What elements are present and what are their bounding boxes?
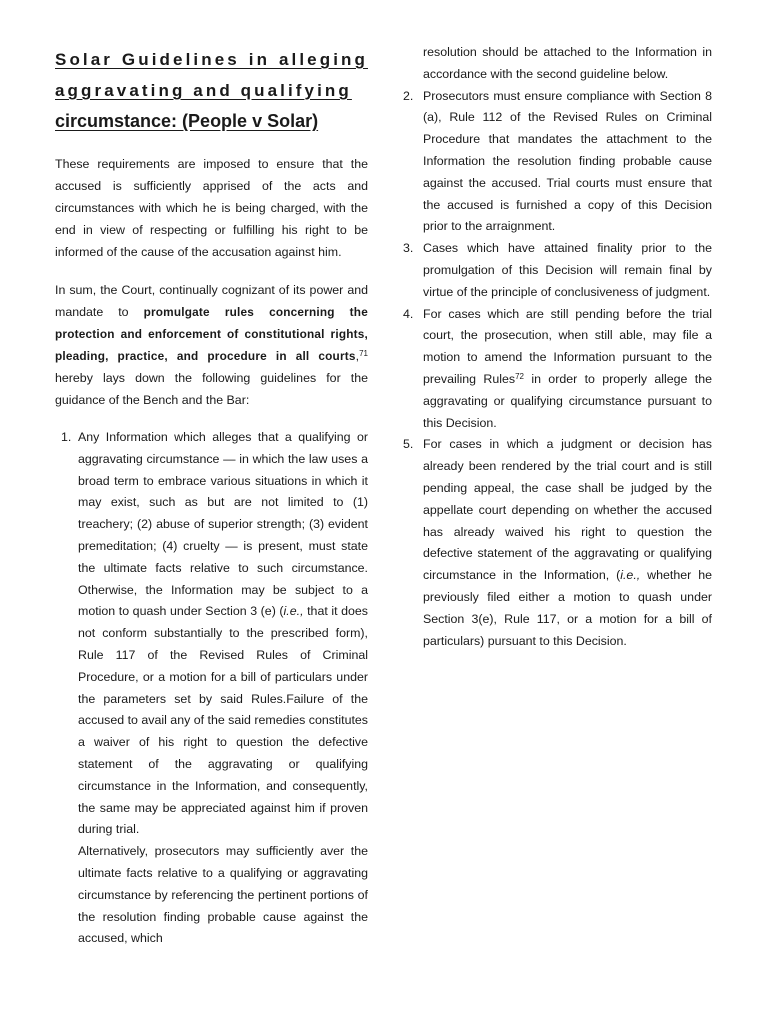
guideline-1-alternative: Alternatively, prosecutors may sufficiently aver the ultimate facts relative to a qualifying or aggravating circumstance by referencing the pertinent portions of the resolution finding probable cause against the accused, which bbox=[78, 844, 368, 946]
footnote-71: 71 bbox=[359, 349, 368, 358]
guideline-1-continued: resolution should be attached to the Information in accordance with the second guideline below. bbox=[423, 45, 712, 81]
guideline-5-ie: i.e., bbox=[620, 568, 641, 583]
guideline-number: 3. bbox=[403, 241, 414, 256]
guideline-1-text-b: that it does not conform substantially to the prescribed form), Rule 117 of the Revised Rules of Criminal Procedure, or a motion for a bill of particulars under the parameters set by said Rules.Failure of the accused to avail any of the said remedies constitutes a waiver of his right to question the defective statement of the aggravating or qualifying circumstance in the Information, and consequently, the same may be appreciated against him if proven during trial. bbox=[78, 604, 369, 837]
guideline-5-text-b: whether he previously filed either a motion to quash under Section 3(e), Rule 117, or a motion for a bill of particulars) pursuant to this Decision. bbox=[423, 568, 712, 648]
guideline-item-3 bbox=[402, 238, 712, 303]
guidelines-list-left bbox=[55, 427, 368, 950]
left-column bbox=[55, 44, 368, 950]
guideline-item-2 bbox=[402, 86, 712, 239]
guideline-number: 5. bbox=[403, 437, 414, 452]
guideline-4-text-b: in order to properly allege the aggravating or qualifying circumstance pursuant to this Decision. bbox=[423, 371, 712, 430]
sum-text-after: hereby lays down the following guidelines for the guidance of the Bench and the Bar: bbox=[55, 371, 368, 407]
sum-paragraph: In sum, the Court, continually cognizant of its power and mandate to promulgate rules concerning the protection and enforcement of constitutional rights, pleading, practice, and procedure in all courts,$^{71}$ hereby lays down the following guidelines for the guidance of the Bench and the Bar: bbox=[55, 283, 368, 407]
guideline-item-1 bbox=[55, 427, 368, 950]
guideline-3-text: Cases which have attained finality prior to the promulgation of this Decision will remain final by virtue of the principle of conclusiveness of judgment. bbox=[423, 241, 712, 299]
guidelines-list-right bbox=[402, 86, 712, 653]
guideline-number: 2. bbox=[403, 88, 414, 103]
guideline-1-text-a: Any Information which alleges that a qualifying or aggravating circumstance — in which the law uses a broad term to embrace various situations in which it may exist, such as but are not limited to (1) treachery; (2) abuse of superior strength; (3) evident premeditation; (4) cruelty — is present, must state the ultimate facts relative to such circumstance. Otherwise, the Information may be subject to a motion to quash under Section 3 (e) ( bbox=[78, 430, 368, 619]
footnote-72: 72 bbox=[515, 371, 524, 381]
guideline-item-4 bbox=[402, 304, 712, 435]
guideline-2-text: Prosecutors must ensure compliance with Section 8 (a), Rule 112 of the Revised Rules on Criminal Procedure that mandates the attachment to the Information the resolution finding probable cause against the accused. Trial courts must ensure that the accused is furnished a copy of this Decision prior to the arraignment. bbox=[423, 88, 712, 234]
page-title bbox=[55, 44, 368, 137]
intro-paragraph: These requirements are imposed to ensure that the accused is sufficiently apprised of the acts and circumstances with which he is being charged, with the end in view of respecting or fulfilling his right to be informed of the cause of the accusation against him. bbox=[55, 157, 368, 259]
guideline-4-text-a: For cases which are still pending before the trial court, the prosecution, when still able, may file a motion to amend the Information pursuant to the prevailing Rules bbox=[423, 306, 712, 386]
sum-text-before: In sum, the Court, continually cognizant of its power and mandate to bbox=[55, 283, 368, 319]
guideline-number: 4. bbox=[403, 306, 414, 321]
guideline-number: 1. bbox=[61, 430, 72, 444]
title-line-1: Solar Guidelines in alleging aggravating and qualifying bbox=[55, 50, 368, 100]
guideline-item-5 bbox=[402, 434, 712, 652]
sum-bold-text: promulgate rules concerning the protection and enforcement of constitutional rights, pleading, practice, and procedure in all courts bbox=[55, 305, 368, 363]
guideline-1-ie: i.e., bbox=[283, 604, 304, 619]
title-line-2: circumstance: (People v Solar) bbox=[55, 111, 319, 131]
right-column bbox=[402, 44, 712, 652]
guideline-5-text-a: For cases in which a judgment or decision has already been rendered by the trial court and is still pending appeal, the case shall be judged by the appellate court depending on whether the accused has already waived his right to question the defective statement of the aggravating or qualifying circumstance in the Information, ( bbox=[423, 437, 712, 583]
